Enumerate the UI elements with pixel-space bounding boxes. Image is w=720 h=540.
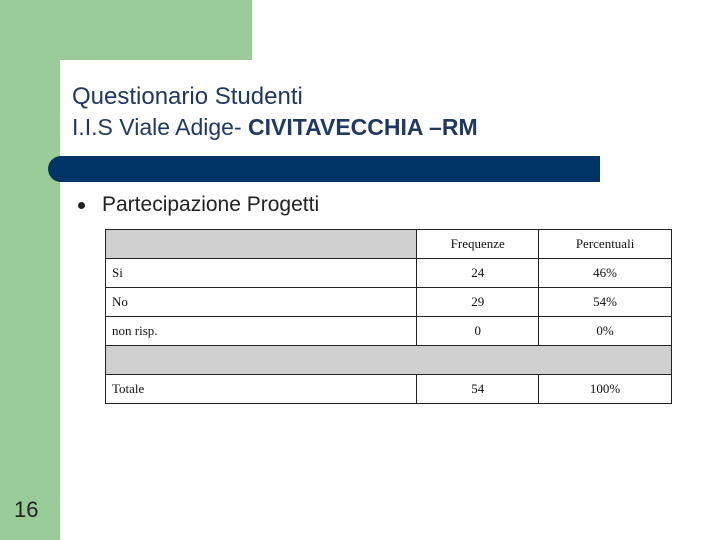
table-header-row [106, 230, 672, 259]
bullet-text: Partecipazione Progetti [102, 193, 320, 216]
table-row [106, 288, 672, 317]
row-freq: 24 [417, 259, 539, 288]
total-pct: 100% [539, 375, 672, 404]
results-table [105, 229, 672, 404]
total-label: Totale [106, 375, 417, 404]
total-freq: 54 [417, 375, 539, 404]
title-line-2 [72, 112, 478, 142]
row-label: non risp. [106, 317, 417, 346]
row-pct: 46% [539, 259, 672, 288]
table-row [106, 317, 672, 346]
row-freq: 29 [417, 288, 539, 317]
title-line-1: Questionario Studenti [72, 83, 303, 110]
page-number: 16 [14, 497, 39, 522]
table-spacer-row [106, 346, 672, 375]
table-header-blank [106, 230, 417, 259]
title-divider-bar [48, 156, 600, 182]
row-label: No [106, 288, 417, 317]
table-row [106, 259, 672, 288]
table-total-row [106, 375, 672, 404]
title-line-2-prefix: I.I.S Viale Adige- [72, 114, 249, 140]
title-line-2-bold: CIVITAVECCHIA –RM [248, 114, 478, 140]
table-spacer-cell [106, 346, 672, 375]
green-top-band [0, 0, 252, 60]
table-header-percentuali: Percentuali [539, 230, 672, 259]
table-header-frequenze: Frequenze [417, 230, 539, 259]
slide-title [72, 82, 478, 142]
row-label: Si [106, 259, 417, 288]
row-pct: 54% [539, 288, 672, 317]
bullet-dot-icon [78, 202, 85, 209]
row-freq: 0 [417, 317, 539, 346]
row-pct: 0% [539, 317, 672, 346]
green-side-band [0, 0, 60, 540]
